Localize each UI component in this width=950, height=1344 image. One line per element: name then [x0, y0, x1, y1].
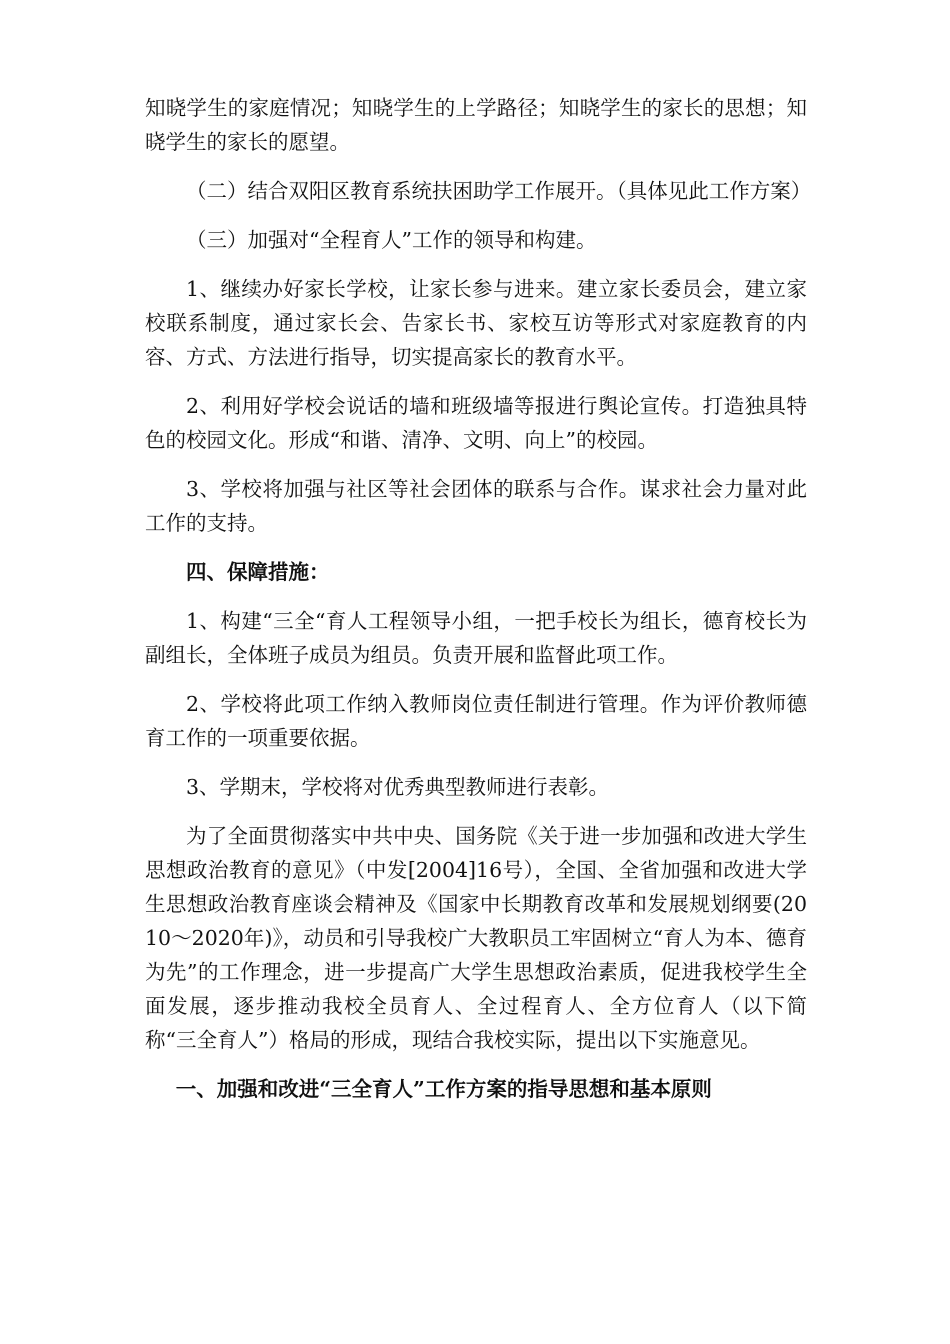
paragraph-item-campus-culture: 2、利用好学校会说话的墙和班级墙等报进行舆论宣传。打造独具特色的校园文化。形成“和谐、清净、文明、向上”的校园。 [145, 394, 807, 452]
paragraph-measure-responsibility: 2、学校将此项工作纳入教师岗位责任制进行管理。作为评价教师德育工作的一项重要依据。 [145, 692, 807, 750]
document-body [145, 91, 812, 1121]
paragraph-measure-leadership: 1、构建“三全“育人工程领导小组，一把手校长为组长，德育校长为副组长，全体班子成员为组员。负责开展和监督此项工作。 [145, 609, 807, 667]
paragraph-item-parent-school: 1、继续办好家长学校，让家长参与进来。建立家长委员会，建立家校联系制度，通过家长会、告家长书、家校互访等形式对家庭教育的内容、方式、方法进行指导，切实提高家长的教育水平。 [145, 277, 807, 369]
heading-safeguard-measures: 四、保障措施： [186, 560, 330, 584]
paragraph-introduction: 为了全面贯彻落实中共中央、国务院《关于进一步加强和改进大学生思想政治教育的意见》（中发[2004]16号），全国、全省加强和改进大学生思想政治教育座谈会精神及《国家中长期教育改革和发展规划纲要(2010～2020年)》，动员和引导我校广大教职员工牢固树立“育人为本、德育为先”的工作理念，进一步提高广大学生思想政治素质，促进我校学生全面发展，逐步推动我校全员育人、全过程育人、全方位育人（以下简称“三全育人”）格局的形成，现结合我校实际，提出以下实施意见。 [145, 824, 807, 1052]
paragraph-family-info: 知晓学生的家庭情况；知晓学生的上学路径；知晓学生的家长的思想；知晓学生的家长的愿望。 [145, 96, 807, 154]
paragraph-section-2: （二）结合双阳区教育系统扶困助学工作展开。（具体见此工作方案） [186, 179, 812, 203]
paragraph-section-3: （三）加强对“全程育人”工作的领导和构建。 [186, 228, 597, 252]
heading-guiding-principles: 一、加强和改进“三全育人”工作方案的指导思想和基本原则 [175, 1077, 712, 1101]
paragraph-measure-commendation: 3、学期末，学校将对优秀典型教师进行表彰。 [186, 775, 610, 799]
paragraph-item-community: 3、学校将加强与社区等社会团体的联系与合作。谋求社会力量对此工作的支持。 [145, 477, 807, 535]
